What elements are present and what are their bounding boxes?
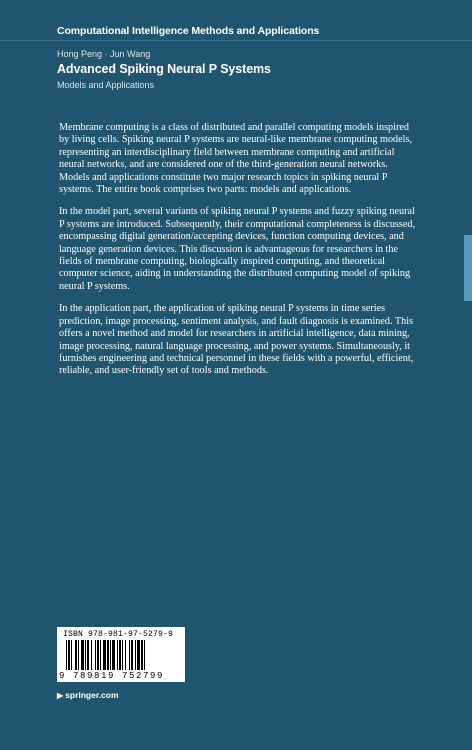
isbn: ISBN 978-981-97-5279-9: [63, 630, 174, 639]
divider: [0, 40, 472, 41]
blurb-paragraph: In the model part, several variants of spiking neural P systems and fuzzy spiking neural P systems are introduced. Subsequently, their computational completeness is discussed, encompassing digital generation/accepting devices, function computing devices, and language generation devices. This discussion is advantageous for researchers in the fields of membrane computing, biologically inspired computing, and theoretical computer science, aiding in understanding the distributed computing model of spiking neural P systems.: [59, 206, 416, 292]
spine-tab: [464, 235, 472, 301]
publisher-link[interactable]: [57, 690, 119, 700]
blurb: [59, 122, 417, 388]
blurb-paragraph: Membrane computing is a class of distributed and parallel computing models inspired by living cells. Spiking neural P systems are neural-like membrane computing models, representing an interdisciplinary field between membrane computing and artificial neural networks, and are considered one of the third-generation neural networks. Models and applications constitute two major research topics in spiking neural P systems. The entire book comprises two parts: models and applications.: [59, 122, 413, 196]
barcode-bars: [66, 640, 178, 670]
blurb-paragraph: In the application part, the application of spiking neural P systems in time series prediction, image processing, sentiment analysis, and fault diagnosis is examined. This offers a novel method and model for researchers in artificial intelligence, data mining, image processing, natural language processing, and power systems. Simultaneously, it furnishes engineering and technical personnel in these fields with a powerful, efficient, reliable, and user-friendly set of tools and methods.: [59, 303, 414, 377]
book-subtitle: Models and Applications: [57, 80, 155, 90]
right-triangle-icon: ▶: [57, 690, 64, 700]
book-title: Advanced Spiking Neural P Systems: [57, 62, 271, 76]
publisher-url: springer.com: [65, 690, 119, 700]
barcode: [57, 627, 185, 682]
ean-number: 9 789819 752799: [59, 671, 165, 681]
series-title: Computational Intelligence Methods and Applications: [57, 25, 320, 37]
authors: Hong Peng · Jun Wang: [57, 49, 151, 59]
